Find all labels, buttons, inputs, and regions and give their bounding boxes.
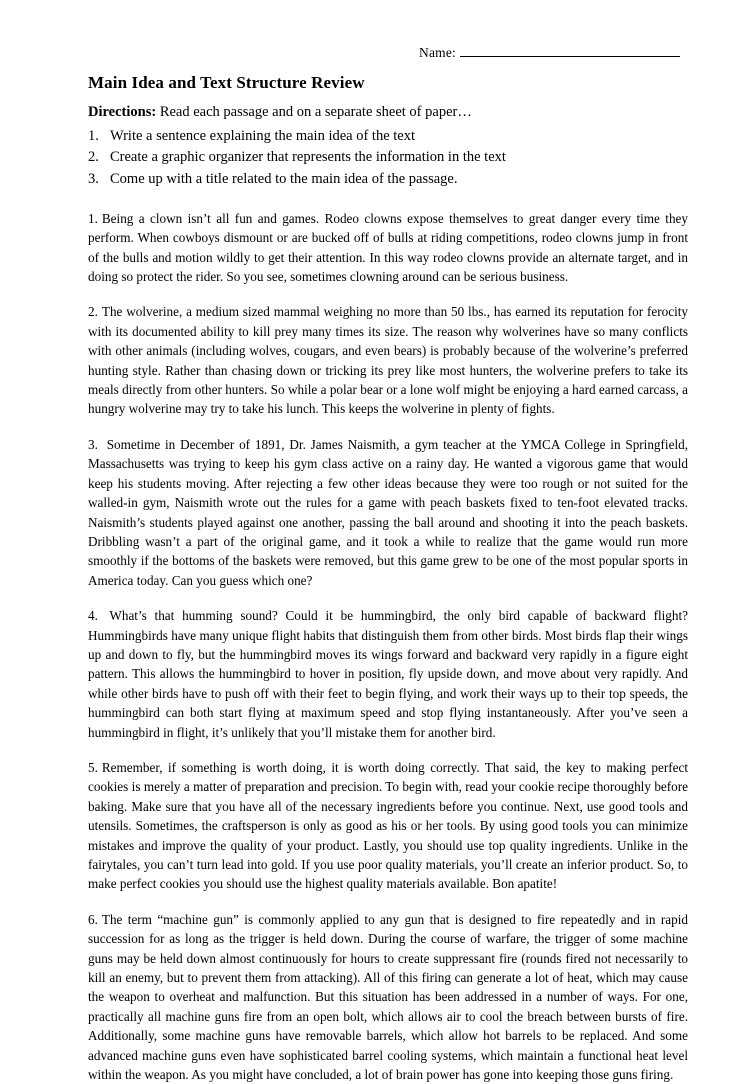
passage-2 (88, 302, 688, 418)
name-label: Name: (419, 45, 456, 60)
passage-3 (88, 435, 688, 590)
step-text: Write a sentence explaining the main idea of the text (110, 127, 416, 144)
passage-4 (88, 606, 688, 742)
step-number: 2. (88, 149, 99, 166)
passage-text: Sometime in December of 1891, Dr. James Naismith, a gym teacher at the YMCA College in Springfield, Massachusetts was trying to keep his gym class active on a rainy day. He wanted a vigorous game that would keep his students moving. After rejecting a few other ideas because they were too rough or not suited for the walled-in gym, Naismith wrote out the rules for a game with peach baskets fixed to ten-foot elevated tracks. Naismith’s students played against one another, passing the ball around and shooting it into the peach baskets. Dribbling wasn’t a part of the original game, and it took a while to realize that the game would run more smoothly if the bottoms of the baskets were removed, but this game grew to be one of the most popular sports in America today. Can you guess which one? (88, 436, 688, 588)
passage-number: 4. (88, 608, 98, 624)
passage-text: The term “machine gun” is commonly applied to any gun that is designed to fire repeatedly and in rapid succession for as long as the trigger is held down. During the course of warfare, the trigger of some machine guns may be held down almost continuously for hours to create suppressant fire (rounds fired not necessarily to kill an enemy, but to prevent them from attacking). All of this firing can generate a lot of heat, which may cause the weapon to overheat and malfunction. But this situation has been addressed in a number of ways. For one, practically all machine guns fire from an open bolt, which allows air to cool the breach between bursts of fire. Additionally, some machine guns have removable barrels, which allow hot barrels to be replaced. And some advanced machine guns even have sophisticated barrel cooling systems, which maintain a functional heat level within the weapon. As you might have concluded, a lot of brain power has gone into keeping those guns firing. (88, 911, 688, 1083)
list-item (88, 147, 688, 169)
passage-text: The wolverine, a medium sized mammal weighing no more than 50 lbs., has earned its reputation for ferocity with its documented ability to kill prey many times its size. The reason why wolverines have so many conflicts with other animals (including wolves, cougars, and even bears) is probably because of the wolverine’s preferred hunting style. Rather than chasing down or tricking its prey like most hunters, the wolverine prefers to take its meals directly from other hunters. So while a polar bear or a lone wolf might be enjoying a hard earned carcass, a hungry wolverine may try to take his lunch. This keeps the wolverine in plenty of fights. (88, 304, 688, 417)
name-write-line[interactable] (460, 44, 680, 57)
list-item (88, 169, 688, 191)
directions-text: Read each passage and on a separate sheet of paper… (156, 104, 472, 120)
step-number: 1. (88, 127, 99, 144)
passage-text: Remember, if something is worth doing, it is worth doing correctly. That said, the key to making perfect cookies is merely a matter of preparation and precision. To begin with, read your cookie recipe thoroughly before baking. Make sure that you have all of the necessary ingredients before you continue. Next, use good tools and utensils. Sometimes, the craftsperson is only as good as his or her tools. By using good tools you can minimize mistakes and improve the quality of your product. Lastly, you should use top quality ingredients. Unlike in the fairytales, you can’t turn lead into gold. If you use poor quality materials, you’ll create an inferior product. So, to make perfect cookies you should use the highest quality materials available. Bon apatite! (88, 759, 688, 892)
passage-text: Being a clown isn’t all fun and games. Rodeo clowns expose themselves to great danger every time they perform. When cowboys dismount or are bucked off of bulls at riding competitions, rodeo clowns jump in front of the bulls and motion wildly to get their attention. In this way rodeo clowns provide an alternate target, and in doing so protect the rider. So you see, sometimes clowning around can be serious business. (88, 210, 688, 285)
step-text: Come up with a title related to the main idea of the passage. (110, 171, 458, 188)
passage-number: 6. (88, 911, 98, 927)
directions-label: Directions: (88, 104, 157, 120)
passage-number: 5. (88, 759, 98, 775)
passage-number: 1. (88, 210, 98, 226)
page-title: Main Idea and Text Structure Review (88, 73, 365, 92)
directions-steps (88, 126, 688, 191)
passage-number: 2. (88, 304, 98, 320)
passage-number: 3. (88, 436, 98, 452)
passage-6 (88, 910, 688, 1084)
name-field-row (88, 44, 688, 61)
directions-line (88, 103, 688, 123)
passages-list (88, 209, 688, 1084)
step-number: 3. (88, 171, 99, 188)
passage-1 (88, 209, 688, 287)
list-item (88, 126, 688, 148)
step-text: Create a graphic organizer that represents the information in the text (110, 149, 506, 166)
passage-5 (88, 758, 688, 894)
passage-text: What’s that humming sound? Could it be hummingbird, the only bird capable of backward flight? Hummingbirds have many unique flight habits that distinguish them from other birds. Most birds flap their wings up and down to fly, but the hummingbird moves its wings forward and backward very rapidly in a figure eight pattern. This allows the hummingbird to hover in position, fly upside down, and move about very rapidly. And while other birds have to push off with their feet to begin flying, and work their ways up to their top speeds, the hummingbird can both start flying at maximum speed and stop flying instantaneously. After you’ve seen a hummingbird in flight, it’s unlikely that you’ll mistake them for another bird. (88, 608, 688, 740)
